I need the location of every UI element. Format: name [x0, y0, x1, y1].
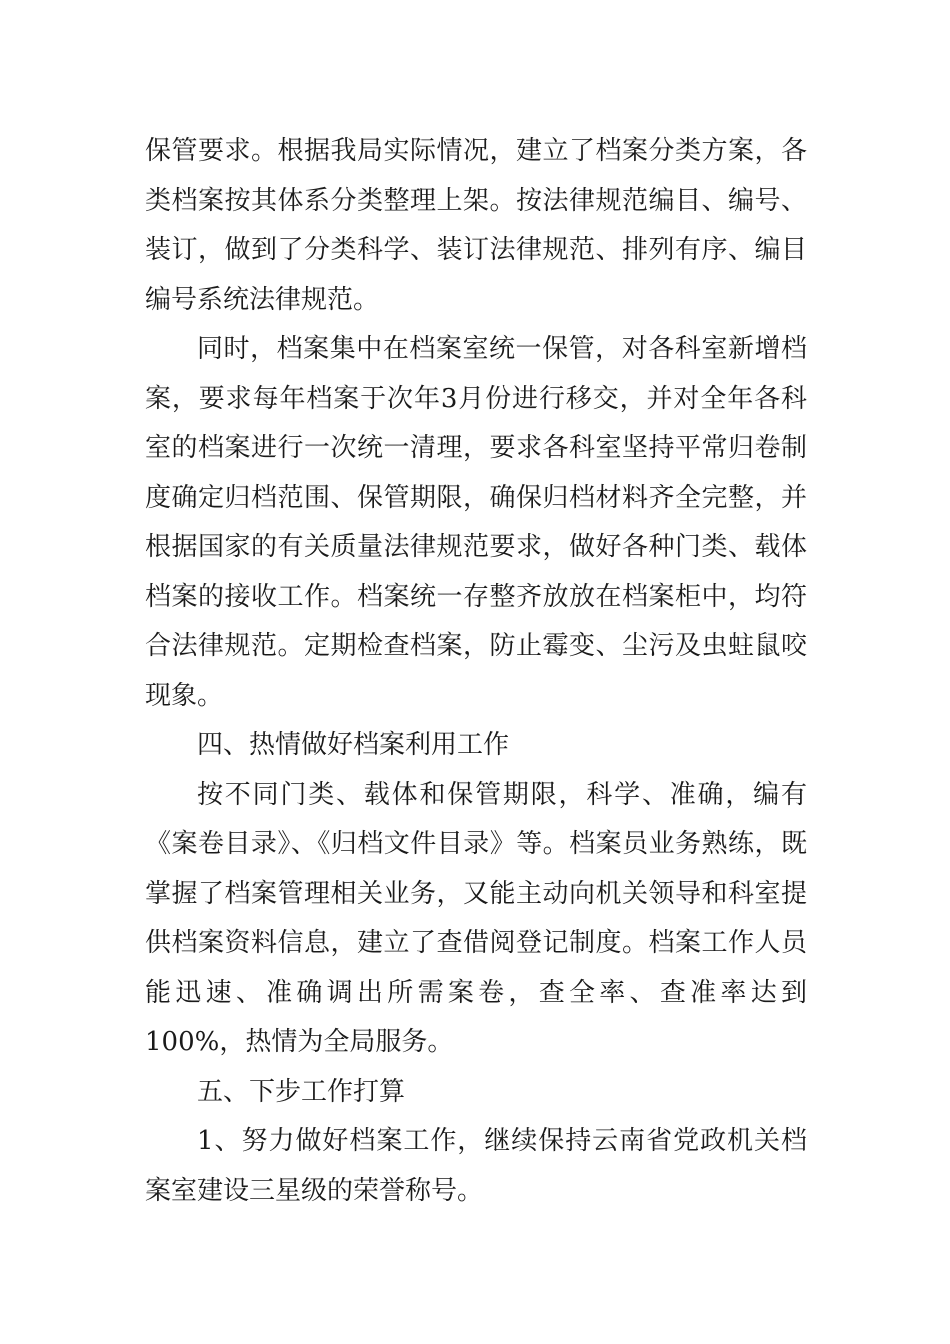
- section-heading-4: 四、热情做好档案利用工作: [197, 730, 510, 760]
- paragraph-3: 按不同门类、载体和保管期限，科学、准确，编有《案卷目录》、《归档文件目录》等。档案员业务熟练，既掌握了档案管理相关业务，又能主动向机关领导和科室提供档案资料信息，建立了查借阅登记制度。档案工作人员能迅速、准确调出所需案卷，查全率、查准率达到100%，热情为全局服务。: [145, 779, 807, 1057]
- section-heading-5: 五、下步工作打算: [197, 1076, 406, 1107]
- paragraph-1: 保管要求。根据我局实际情况，建立了档案分类方案，各类档案按其体系分类整理上架。按法律规范编目、编号、装订，做到了分类科学、装订法律规范、排列有序、编目编号系统法律规范。: [145, 136, 807, 315]
- paragraph-2: 同时，档案集中在档案室统一保管，对各科室新增档案，要求每年档案于次年3月份进行移交，并对全年各科室的档案进行一次统一清理，要求各科室坚持平常归卷制度确定归档范围、保管期限，确保归档材料齐全完整，并根据国家的有关质量法律规范要求，做好各种门类、载体档案的接收工作。档案统一存整齐放放在档案柜中，均符合法律规范。定期检查档案，防止霉变、尘污及虫蛀鼠咬现象。: [145, 334, 807, 711]
- paragraph-4: 1、努力做好档案工作，继续保持云南省党政机关档案室建设三星级的荣誉称号。: [145, 1126, 807, 1206]
- document-body: [145, 127, 807, 1216]
